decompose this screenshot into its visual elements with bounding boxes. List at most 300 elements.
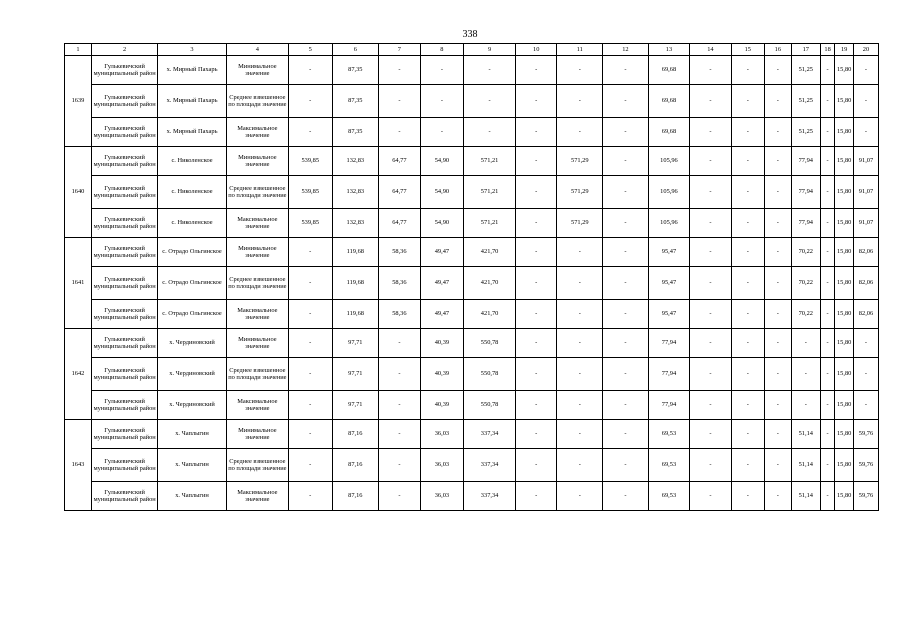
value-cell: 40,39 bbox=[420, 329, 464, 358]
value-cell: 87,16 bbox=[332, 449, 379, 482]
table-row bbox=[65, 391, 879, 420]
column-number-header: 12 bbox=[603, 44, 649, 56]
value-cell: 51,25 bbox=[791, 56, 820, 85]
value-cell: - bbox=[764, 85, 791, 118]
value-cell: - bbox=[288, 238, 332, 267]
value-cell: - bbox=[820, 300, 835, 329]
value-cell: - bbox=[820, 56, 835, 85]
value-cell: - bbox=[820, 118, 835, 147]
row-id-cell: 1643 bbox=[65, 420, 92, 511]
value-cell: 15,80 bbox=[835, 449, 854, 482]
value-type-cell: Среднее взвешенное по площади значение bbox=[226, 176, 288, 209]
value-cell: 15,80 bbox=[835, 267, 854, 300]
table-row bbox=[65, 176, 879, 209]
value-cell: 70,22 bbox=[791, 300, 820, 329]
value-cell: 132,83 bbox=[332, 176, 379, 209]
value-cell: 571,21 bbox=[464, 176, 516, 209]
value-cell: - bbox=[557, 482, 603, 511]
column-number-header: 18 bbox=[820, 44, 835, 56]
value-cell: 51,14 bbox=[791, 420, 820, 449]
settlement-cell: х. Чаплыгин bbox=[158, 482, 226, 511]
settlement-cell: с. Отрадо Ольгинское bbox=[158, 300, 226, 329]
value-cell: 82,06 bbox=[854, 267, 879, 300]
settlement-cell: х. Мирный Пахарь bbox=[158, 118, 226, 147]
value-cell: - bbox=[557, 300, 603, 329]
value-cell: - bbox=[690, 300, 731, 329]
value-cell: - bbox=[690, 56, 731, 85]
value-cell: - bbox=[791, 358, 820, 391]
value-cell: 15,80 bbox=[835, 482, 854, 511]
value-cell: 15,80 bbox=[835, 238, 854, 267]
value-cell: - bbox=[690, 85, 731, 118]
value-cell: - bbox=[420, 118, 464, 147]
value-cell: - bbox=[731, 420, 764, 449]
value-cell: 105,96 bbox=[648, 176, 689, 209]
value-cell: - bbox=[854, 358, 879, 391]
value-cell: 77,94 bbox=[791, 209, 820, 238]
settlement-cell: х. Чаплыгин bbox=[158, 420, 226, 449]
value-cell: - bbox=[731, 85, 764, 118]
value-cell: - bbox=[516, 482, 557, 511]
table-row bbox=[65, 118, 879, 147]
value-cell: 97,71 bbox=[332, 358, 379, 391]
value-cell: - bbox=[379, 482, 420, 511]
value-cell: - bbox=[603, 176, 649, 209]
value-cell: 87,35 bbox=[332, 118, 379, 147]
value-cell: - bbox=[731, 482, 764, 511]
value-cell: 70,22 bbox=[791, 267, 820, 300]
value-cell: - bbox=[854, 391, 879, 420]
value-cell: - bbox=[764, 209, 791, 238]
value-cell: 49,47 bbox=[420, 300, 464, 329]
value-cell: 97,71 bbox=[332, 391, 379, 420]
value-cell: - bbox=[516, 118, 557, 147]
value-cell: - bbox=[516, 267, 557, 300]
value-cell: - bbox=[603, 56, 649, 85]
value-cell: - bbox=[516, 85, 557, 118]
settlement-cell: х. Мирный Пахарь bbox=[158, 56, 226, 85]
value-cell: 49,47 bbox=[420, 267, 464, 300]
value-cell: - bbox=[603, 267, 649, 300]
value-type-cell: Среднее взвешенное по площади значение bbox=[226, 358, 288, 391]
value-cell: - bbox=[557, 267, 603, 300]
value-cell: 77,94 bbox=[791, 147, 820, 176]
value-cell: - bbox=[820, 420, 835, 449]
value-cell: 95,47 bbox=[648, 267, 689, 300]
region-cell: Гулькевичский муниципальный район bbox=[91, 118, 157, 147]
value-cell: 15,80 bbox=[835, 118, 854, 147]
value-cell: 54,90 bbox=[420, 209, 464, 238]
value-cell: - bbox=[764, 238, 791, 267]
value-cell: 87,16 bbox=[332, 420, 379, 449]
region-cell: Гулькевичский муниципальный район bbox=[91, 267, 157, 300]
region-cell: Гулькевичский муниципальный район bbox=[91, 238, 157, 267]
table-row bbox=[65, 147, 879, 176]
table-row bbox=[65, 329, 879, 358]
value-cell: 58,36 bbox=[379, 300, 420, 329]
value-cell: - bbox=[690, 420, 731, 449]
value-cell: 15,80 bbox=[835, 300, 854, 329]
value-cell: 337,34 bbox=[464, 482, 516, 511]
value-cell: 571,21 bbox=[464, 147, 516, 176]
region-cell: Гулькевичский муниципальный район bbox=[91, 56, 157, 85]
value-type-cell: Среднее взвешенное по площади значение bbox=[226, 267, 288, 300]
value-cell: 36,03 bbox=[420, 420, 464, 449]
value-cell: 15,80 bbox=[835, 420, 854, 449]
value-cell: - bbox=[690, 449, 731, 482]
region-cell: Гулькевичский муниципальный район bbox=[91, 176, 157, 209]
value-cell: - bbox=[288, 391, 332, 420]
value-cell: 421,70 bbox=[464, 300, 516, 329]
value-cell: - bbox=[557, 449, 603, 482]
page-number: 338 bbox=[462, 29, 478, 40]
value-type-cell: Минимальное значение bbox=[226, 420, 288, 449]
value-cell: - bbox=[557, 391, 603, 420]
value-cell: 36,03 bbox=[420, 449, 464, 482]
column-number-header: 11 bbox=[557, 44, 603, 56]
value-cell: 15,80 bbox=[835, 147, 854, 176]
value-cell: - bbox=[764, 267, 791, 300]
value-cell: 51,14 bbox=[791, 449, 820, 482]
row-id-cell: 1642 bbox=[65, 329, 92, 420]
value-cell: - bbox=[516, 238, 557, 267]
value-cell: - bbox=[764, 449, 791, 482]
value-cell: 64,77 bbox=[379, 147, 420, 176]
value-cell: 77,94 bbox=[648, 358, 689, 391]
value-cell: - bbox=[516, 449, 557, 482]
column-number-header: 15 bbox=[731, 44, 764, 56]
value-cell: 539,85 bbox=[288, 176, 332, 209]
table-row bbox=[65, 482, 879, 511]
value-cell: - bbox=[731, 118, 764, 147]
value-cell: - bbox=[820, 147, 835, 176]
value-type-cell: Максимальное значение bbox=[226, 209, 288, 238]
value-cell: - bbox=[420, 85, 464, 118]
value-type-cell: Минимальное значение bbox=[226, 238, 288, 267]
value-cell: - bbox=[854, 56, 879, 85]
value-type-cell: Минимальное значение bbox=[226, 147, 288, 176]
settlement-cell: с. Николенское bbox=[158, 176, 226, 209]
value-cell: - bbox=[288, 267, 332, 300]
value-cell: 15,80 bbox=[835, 176, 854, 209]
table-row bbox=[65, 449, 879, 482]
value-cell: - bbox=[379, 329, 420, 358]
value-type-cell: Максимальное значение bbox=[226, 482, 288, 511]
value-cell: 77,94 bbox=[648, 329, 689, 358]
value-cell: - bbox=[690, 147, 731, 176]
column-number-header: 5 bbox=[288, 44, 332, 56]
value-cell: - bbox=[820, 482, 835, 511]
value-cell: - bbox=[603, 391, 649, 420]
region-cell: Гулькевичский муниципальный район bbox=[91, 209, 157, 238]
column-number-header: 1 bbox=[65, 44, 92, 56]
value-cell: 58,36 bbox=[379, 267, 420, 300]
value-cell: 132,83 bbox=[332, 209, 379, 238]
value-cell: - bbox=[557, 118, 603, 147]
value-cell: - bbox=[603, 118, 649, 147]
column-number-header: 7 bbox=[379, 44, 420, 56]
value-cell: 59,76 bbox=[854, 482, 879, 511]
value-cell: 59,76 bbox=[854, 449, 879, 482]
value-cell: - bbox=[731, 147, 764, 176]
value-cell: 49,47 bbox=[420, 238, 464, 267]
value-cell: 51,25 bbox=[791, 118, 820, 147]
value-cell: 69,53 bbox=[648, 482, 689, 511]
value-cell: - bbox=[764, 176, 791, 209]
value-cell: - bbox=[288, 329, 332, 358]
value-cell: - bbox=[764, 391, 791, 420]
value-cell: 119,68 bbox=[332, 238, 379, 267]
value-cell: - bbox=[557, 85, 603, 118]
value-cell: 97,71 bbox=[332, 329, 379, 358]
value-cell: 87,35 bbox=[332, 56, 379, 85]
region-cell: Гулькевичский муниципальный район bbox=[91, 391, 157, 420]
value-cell: - bbox=[603, 358, 649, 391]
value-cell: 91,07 bbox=[854, 147, 879, 176]
value-cell: 54,90 bbox=[420, 176, 464, 209]
value-cell: - bbox=[288, 449, 332, 482]
value-cell: 82,06 bbox=[854, 238, 879, 267]
value-cell: 571,29 bbox=[557, 176, 603, 209]
column-number-header: 14 bbox=[690, 44, 731, 56]
value-cell: - bbox=[464, 85, 516, 118]
column-number-header: 4 bbox=[226, 44, 288, 56]
value-cell: - bbox=[731, 358, 764, 391]
value-cell: 119,68 bbox=[332, 300, 379, 329]
row-id-cell: 1641 bbox=[65, 238, 92, 329]
table-row bbox=[65, 267, 879, 300]
column-number-header-row bbox=[65, 44, 879, 56]
value-cell: - bbox=[690, 176, 731, 209]
value-cell: - bbox=[764, 300, 791, 329]
value-cell: - bbox=[820, 267, 835, 300]
value-cell: 69,53 bbox=[648, 420, 689, 449]
value-cell: - bbox=[820, 358, 835, 391]
value-cell: - bbox=[516, 358, 557, 391]
region-cell: Гулькевичский муниципальный район bbox=[91, 358, 157, 391]
value-cell: - bbox=[820, 85, 835, 118]
value-cell: - bbox=[557, 238, 603, 267]
value-cell: 337,34 bbox=[464, 449, 516, 482]
value-cell: - bbox=[288, 56, 332, 85]
column-number-header: 6 bbox=[332, 44, 379, 56]
row-id-cell: 1639 bbox=[65, 56, 92, 147]
table-row bbox=[65, 85, 879, 118]
value-cell: 571,21 bbox=[464, 209, 516, 238]
value-cell: 15,80 bbox=[835, 391, 854, 420]
region-cell: Гулькевичский муниципальный район bbox=[91, 147, 157, 176]
value-cell: - bbox=[516, 176, 557, 209]
value-cell: 69,68 bbox=[648, 85, 689, 118]
settlement-cell: х. Чердиновский bbox=[158, 358, 226, 391]
value-cell: - bbox=[731, 176, 764, 209]
value-cell: 421,70 bbox=[464, 267, 516, 300]
value-cell: - bbox=[764, 56, 791, 85]
value-cell: - bbox=[603, 85, 649, 118]
value-cell: - bbox=[603, 449, 649, 482]
value-cell: 539,85 bbox=[288, 209, 332, 238]
value-cell: 87,16 bbox=[332, 482, 379, 511]
value-cell: 571,29 bbox=[557, 209, 603, 238]
value-cell: 51,25 bbox=[791, 85, 820, 118]
value-cell: - bbox=[557, 420, 603, 449]
value-cell: - bbox=[603, 482, 649, 511]
value-cell: 571,29 bbox=[557, 147, 603, 176]
value-cell: - bbox=[731, 56, 764, 85]
value-cell: - bbox=[690, 329, 731, 358]
table-row bbox=[65, 300, 879, 329]
value-cell: 539,85 bbox=[288, 147, 332, 176]
value-cell: 54,90 bbox=[420, 147, 464, 176]
region-cell: Гулькевичский муниципальный район bbox=[91, 482, 157, 511]
column-number-header: 20 bbox=[854, 44, 879, 56]
value-cell: - bbox=[288, 85, 332, 118]
value-type-cell: Максимальное значение bbox=[226, 300, 288, 329]
value-cell: - bbox=[690, 118, 731, 147]
value-cell: - bbox=[603, 147, 649, 176]
value-cell: - bbox=[379, 118, 420, 147]
value-cell: - bbox=[731, 391, 764, 420]
column-number-header: 10 bbox=[516, 44, 557, 56]
column-number-header: 2 bbox=[91, 44, 157, 56]
value-cell: - bbox=[731, 209, 764, 238]
column-number-header: 16 bbox=[764, 44, 791, 56]
settlement-cell: с. Николенское bbox=[158, 209, 226, 238]
value-cell: 105,96 bbox=[648, 147, 689, 176]
value-cell: 77,94 bbox=[791, 176, 820, 209]
value-cell: - bbox=[603, 420, 649, 449]
value-cell: - bbox=[731, 267, 764, 300]
value-cell: - bbox=[764, 420, 791, 449]
value-cell: 550,78 bbox=[464, 358, 516, 391]
settlement-cell: х. Чердиновский bbox=[158, 329, 226, 358]
value-cell: - bbox=[690, 267, 731, 300]
value-cell: - bbox=[420, 56, 464, 85]
value-cell: - bbox=[603, 238, 649, 267]
value-cell: - bbox=[288, 118, 332, 147]
value-cell: - bbox=[288, 420, 332, 449]
value-cell: - bbox=[731, 238, 764, 267]
value-cell: - bbox=[820, 329, 835, 358]
value-cell: 91,07 bbox=[854, 176, 879, 209]
value-cell: - bbox=[516, 56, 557, 85]
value-cell: - bbox=[854, 118, 879, 147]
value-cell: - bbox=[464, 56, 516, 85]
value-cell: - bbox=[516, 420, 557, 449]
value-cell: - bbox=[854, 329, 879, 358]
region-cell: Гулькевичский муниципальный район bbox=[91, 300, 157, 329]
value-cell: 77,94 bbox=[648, 391, 689, 420]
value-cell: 95,47 bbox=[648, 238, 689, 267]
value-cell: 87,35 bbox=[332, 85, 379, 118]
value-cell: 105,96 bbox=[648, 209, 689, 238]
value-cell: 69,68 bbox=[648, 118, 689, 147]
value-cell: 132,83 bbox=[332, 147, 379, 176]
cadastral-value-table bbox=[64, 43, 879, 511]
value-cell: - bbox=[379, 420, 420, 449]
table-row bbox=[65, 209, 879, 238]
value-cell: - bbox=[791, 391, 820, 420]
value-type-cell: Максимальное значение bbox=[226, 118, 288, 147]
region-cell: Гулькевичский муниципальный район bbox=[91, 85, 157, 118]
value-cell: 550,78 bbox=[464, 329, 516, 358]
column-number-header: 3 bbox=[158, 44, 226, 56]
value-cell: 119,68 bbox=[332, 267, 379, 300]
region-cell: Гулькевичский муниципальный район bbox=[91, 420, 157, 449]
value-cell: - bbox=[557, 358, 603, 391]
value-cell: - bbox=[731, 300, 764, 329]
value-cell: 40,39 bbox=[420, 391, 464, 420]
table-row bbox=[65, 56, 879, 85]
value-cell: - bbox=[603, 300, 649, 329]
value-cell: - bbox=[379, 358, 420, 391]
column-number-header: 17 bbox=[791, 44, 820, 56]
value-cell: - bbox=[820, 238, 835, 267]
value-cell: - bbox=[690, 358, 731, 391]
value-cell: - bbox=[603, 329, 649, 358]
value-cell: - bbox=[557, 329, 603, 358]
value-cell: 64,77 bbox=[379, 209, 420, 238]
value-cell: - bbox=[464, 118, 516, 147]
value-cell: 15,80 bbox=[835, 85, 854, 118]
table-row bbox=[65, 420, 879, 449]
value-cell: - bbox=[288, 300, 332, 329]
value-cell: - bbox=[516, 329, 557, 358]
value-cell: - bbox=[516, 300, 557, 329]
value-cell: - bbox=[764, 329, 791, 358]
table-body bbox=[65, 44, 879, 511]
column-number-header: 13 bbox=[648, 44, 689, 56]
value-cell: 15,80 bbox=[835, 209, 854, 238]
value-cell: 36,03 bbox=[420, 482, 464, 511]
value-cell: 337,34 bbox=[464, 420, 516, 449]
value-cell: - bbox=[288, 482, 332, 511]
value-cell: 69,68 bbox=[648, 56, 689, 85]
region-cell: Гулькевичский муниципальный район bbox=[91, 449, 157, 482]
value-cell: - bbox=[557, 56, 603, 85]
value-cell: - bbox=[854, 85, 879, 118]
value-cell: - bbox=[690, 209, 731, 238]
settlement-cell: х. Чаплыгин bbox=[158, 449, 226, 482]
value-cell: - bbox=[820, 176, 835, 209]
value-cell: 91,07 bbox=[854, 209, 879, 238]
value-cell: - bbox=[764, 482, 791, 511]
settlement-cell: х. Чердиновский bbox=[158, 391, 226, 420]
settlement-cell: с. Николенское bbox=[158, 147, 226, 176]
value-cell: 69,53 bbox=[648, 449, 689, 482]
value-cell: - bbox=[379, 56, 420, 85]
value-cell: - bbox=[516, 209, 557, 238]
value-cell: 82,06 bbox=[854, 300, 879, 329]
value-cell: - bbox=[690, 238, 731, 267]
value-cell: - bbox=[820, 391, 835, 420]
value-cell: - bbox=[820, 209, 835, 238]
value-cell: 421,70 bbox=[464, 238, 516, 267]
value-type-cell: Среднее взвешенное по площади значение bbox=[226, 85, 288, 118]
value-cell: - bbox=[288, 358, 332, 391]
value-cell: - bbox=[516, 391, 557, 420]
value-cell: - bbox=[731, 449, 764, 482]
value-cell: 15,80 bbox=[835, 56, 854, 85]
value-cell: - bbox=[731, 329, 764, 358]
region-cell: Гулькевичский муниципальный район bbox=[91, 329, 157, 358]
value-cell: 15,80 bbox=[835, 329, 854, 358]
value-cell: 15,80 bbox=[835, 358, 854, 391]
value-cell: - bbox=[690, 482, 731, 511]
value-cell: - bbox=[690, 391, 731, 420]
settlement-cell: х. Мирный Пахарь bbox=[158, 85, 226, 118]
settlement-cell: с. Отрадо Ольгинское bbox=[158, 267, 226, 300]
